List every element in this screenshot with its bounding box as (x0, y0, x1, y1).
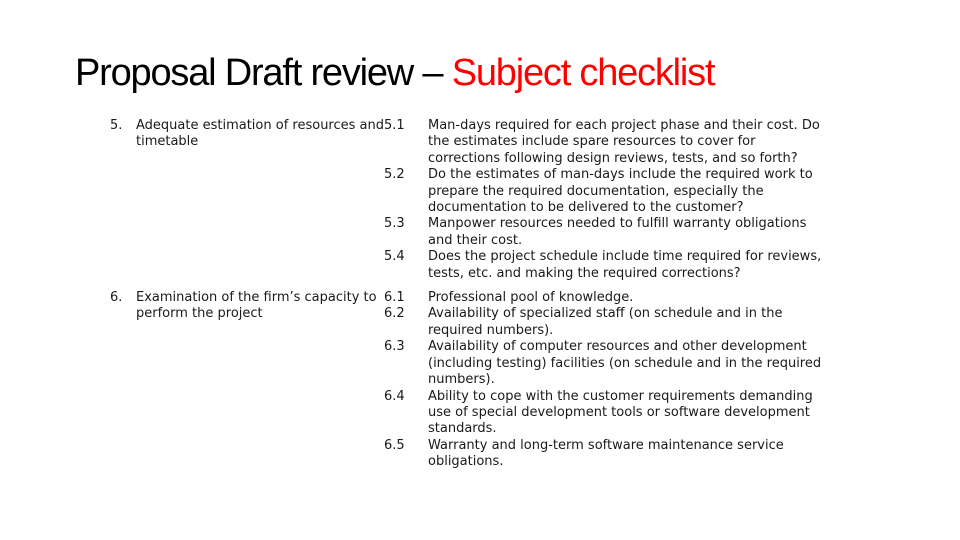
checklist-item (384, 167, 830, 216)
slide-title-accent: Subject checklist (451, 52, 715, 94)
subject-name: Adequate estimation of resources and timetable (136, 118, 384, 150)
item-text: Professional pool of knowledge. (428, 290, 634, 306)
checklist-item (384, 389, 830, 438)
item-text: Ability to cope with the customer requirements demanding use of special development tools or software development standards. (428, 388, 813, 437)
item-text: Man-days required for each project phase and their cost. Do the estimates include spare resources to cover for corrections following design reviews, tests, and so forth? (428, 118, 820, 166)
item-number: 5.4 (384, 249, 405, 265)
subject-items (384, 290, 830, 470)
item-number: 5.3 (384, 216, 405, 232)
item-text: Does the project schedule include time required for reviews, tests, etc. and making the required corrections? (428, 249, 822, 281)
checklist-item (384, 306, 830, 339)
item-number: 6.4 (384, 388, 405, 404)
item-text: Manpower resources needed to fulfill warranty obligations and their cost. (428, 216, 807, 248)
item-number: 6.3 (384, 339, 405, 355)
slide-title-main: Proposal Draft review – (75, 52, 452, 94)
checklist-item (384, 290, 830, 306)
subject-number: 6. (110, 290, 123, 306)
checklist-subject (110, 118, 830, 282)
item-text: Availability of computer resources and other development (including testing) facilities (on schedule and in the required numbers). (428, 339, 822, 388)
slide-title (75, 52, 714, 95)
item-text: Do the estimates of man-days include the required work to prepare the required documentation, especially the documentation to be delivered to the customer? (428, 167, 813, 216)
item-text: Availability of specialized staff (on schedule and in the required numbers). (428, 306, 783, 338)
subject-number: 5. (110, 118, 123, 133)
checklist-item (384, 118, 830, 167)
checklist-subject (110, 290, 830, 470)
subject-checklist (110, 118, 830, 471)
checklist-item (384, 216, 830, 249)
item-number: 5.2 (384, 167, 405, 183)
item-number: 6.2 (384, 306, 405, 322)
item-number: 6.1 (384, 290, 405, 306)
checklist-item (384, 249, 830, 282)
item-text: Warranty and long-term software maintenance service obligations. (428, 437, 784, 470)
subject-name: Examination of the firm’s capacity to perform the project (136, 290, 377, 322)
item-number: 6.5 (384, 437, 405, 453)
item-number: 5.1 (384, 118, 405, 133)
subject-items (384, 118, 830, 282)
checklist-item (384, 438, 830, 471)
checklist-item (384, 339, 830, 388)
